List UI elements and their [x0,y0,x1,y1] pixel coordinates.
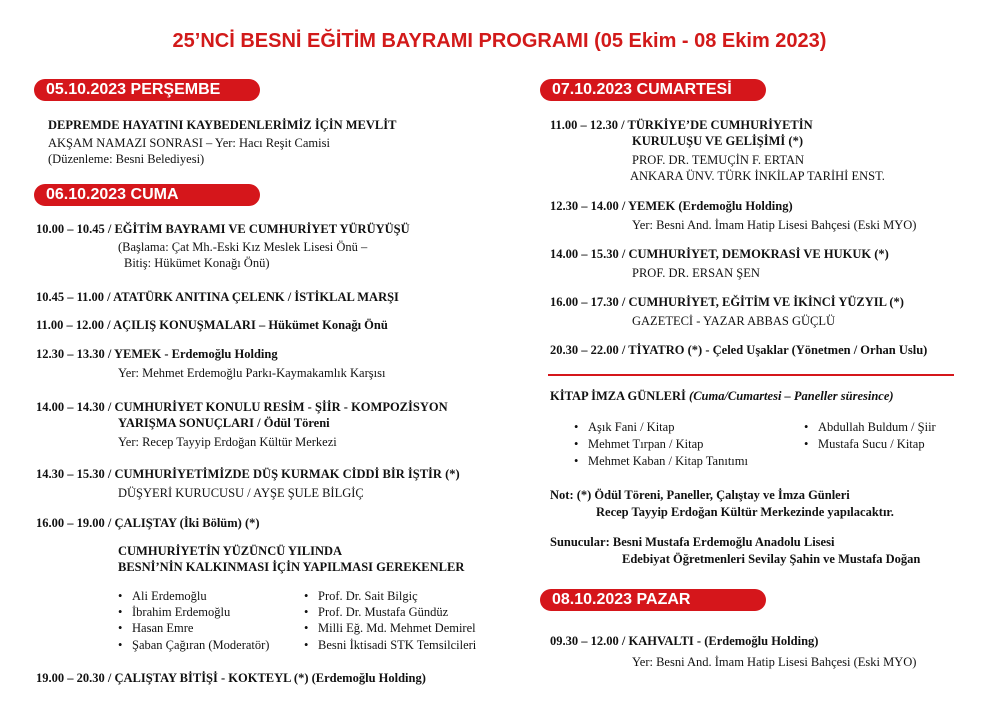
book-author: • Aşık Fani / Kitap [588,420,674,435]
presenters: Sunucular: Besni Mustafa Erdemoğlu Anadolu Lisesi [550,535,835,549]
event-title: 09.30 – 12.00 / KAHVALTI - (Erdemoğlu Holding) [550,634,819,648]
event-title: 10.45 – 11.00 / ATATÜRK ANITINA ÇELENK / İSTİKLAL MARŞI [36,290,399,304]
event-title: 16.00 – 17.30 / CUMHURİYET, EĞİTİM VE İKİNCİ YÜZYIL (*) [550,295,904,309]
event-detail: GAZETECİ - YAZAR ABBAS GÜÇLÜ [632,314,836,328]
event-title: 11.00 – 12.00 / AÇILIŞ KONUŞMALARI – Hükümet Konağı Önü [36,318,388,332]
event-detail: AKŞAM NAMAZI SONRASI – Yer: Hacı Reşit Camisi [48,136,330,150]
event-title: 11.00 – 12.30 / TÜRKİYE’DE CUMHURİYETİN [550,118,813,132]
event-detail: DÜŞYERİ KURUCUSU / AYŞE ŞULE BİLGİÇ [118,486,364,500]
event-title: 19.00 – 20.30 / ÇALIŞTAY BİTİŞİ - KOKTEYL (*) (Erdemoğlu Holding) [36,671,426,685]
event-title: YARIŞMA SONUÇLARI / Ödül Töreni [118,416,330,430]
panelist: • Şaban Çağıran (Moderatör) [132,638,269,653]
book-author: • Mehmet Kaban / Kitap Tanıtımı [588,454,748,469]
panelist: • İbrahim Erdemoğlu [132,605,230,620]
event-detail: Yer: Recep Tayyip Erdoğan Kültür Merkezi [118,435,337,449]
book-signing-note: (Cuma/Cumartesi – Paneller süresince) [689,389,894,403]
event-title: 12.30 – 13.30 / YEMEK - Erdemoğlu Holding [36,347,278,361]
book-signing-title: KİTAP İMZA GÜNLERİ [550,389,686,403]
panelist: • Prof. Dr. Mustafa Gündüz [318,605,448,620]
book-author: • Mustafa Sucu / Kitap [818,437,925,452]
page-title: 25’NCİ BESNİ EĞİTİM BAYRAMI PROGRAMI (05 Ekim - 08 Ekim 2023) [172,30,827,52]
panelist: • Milli Eğ. Md. Mehmet Demirel [318,621,476,636]
event-detail: Yer: Besni And. İmam Hatip Lisesi Bahçesi (Eski MYO) [632,218,917,232]
event-title: 14.00 – 15.30 / CUMHURİYET, DEMOKRASİ VE HUKUK (*) [550,247,889,261]
event-detail: (Düzenleme: Besni Belediyesi) [48,152,205,166]
event-detail: Bitiş: Hükümet Konağı Önü) [124,256,270,270]
book-signing-heading [550,389,894,404]
event-detail: PROF. DR. TEMUÇİN F. ERTAN [632,153,805,167]
event-detail: Yer: Besni And. İmam Hatip Lisesi Bahçesi (Eski MYO) [632,655,917,669]
event-title: 14.30 – 15.30 / CUMHURİYETİMİZDE DÜŞ KURMAK CİDDİ BİR İŞTİR (*) [36,467,460,481]
presenters: Edebiyat Öğretmenleri Sevilay Şahin ve Mustafa Doğan [622,552,921,566]
event-title: CUMHURİYETİN YÜZÜNCÜ YILINDA [118,544,343,558]
book-author: • Abdullah Buldum / Şiir [818,420,936,435]
venue-note: Recep Tayyip Erdoğan Kültür Merkezinde yapılacaktır. [596,505,894,519]
event-title: DEPREMDE HAYATINI KAYBEDENLERİMİZ İÇİN MEVLİT [48,118,397,132]
event-detail: Yer: Mehmet Erdemoğlu Parkı-Kaymakamlık Karşısı [118,366,386,380]
panelist: • Ali Erdemoğlu [132,589,207,604]
venue-note: Not: (*) Ödül Töreni, Paneller, Çalıştay ve İmza Günleri [550,488,850,502]
event-detail: PROF. DR. ERSAN ŞEN [632,266,760,280]
event-title: 16.00 – 19.00 / ÇALIŞTAY (İki Bölüm) (*) [36,516,260,530]
event-title: KURULUŞU VE GELİŞİMİ (*) [632,134,803,148]
day-header-sunday: 08.10.2023 PAZAR [540,589,766,611]
event-title: 10.00 – 10.45 / EĞİTİM BAYRAMI VE CUMHURİYET YÜRÜYÜŞÜ [36,222,410,236]
day-header-friday: 06.10.2023 CUMA [34,184,260,206]
panelist: • Hasan Emre [132,621,193,636]
panelist: • Prof. Dr. Sait Bilgiç [318,589,418,604]
book-author: • Mehmet Tırpan / Kitap [588,437,703,452]
event-title: 12.30 – 14.00 / YEMEK (Erdemoğlu Holding) [550,199,793,213]
event-title: BESNİ’NİN KALKINMASI İÇİN YAPILMASI GEREKENLER [118,560,465,574]
event-detail: ANKARA ÜNV. TÜRK İNKİLAP TARİHİ ENST. [630,169,885,183]
day-header-saturday: 07.10.2023 CUMARTESİ [540,79,766,101]
event-title: 14.00 – 14.30 / CUMHURİYET KONULU RESİM - ŞİİR - KOMPOZİSYON [36,400,448,414]
section-divider [548,374,954,376]
event-title: 20.30 – 22.00 / TİYATRO (*) - Çeled Uşaklar (Yönetmen / Orhan Uslu) [550,343,928,357]
day-header-thursday: 05.10.2023 PERŞEMBE [34,79,260,101]
panelist: • Besni İktisadi STK Temsilcileri [318,638,476,653]
event-detail: (Başlama: Çat Mh.-Eski Kız Meslek Lisesi Önü – [118,240,368,254]
